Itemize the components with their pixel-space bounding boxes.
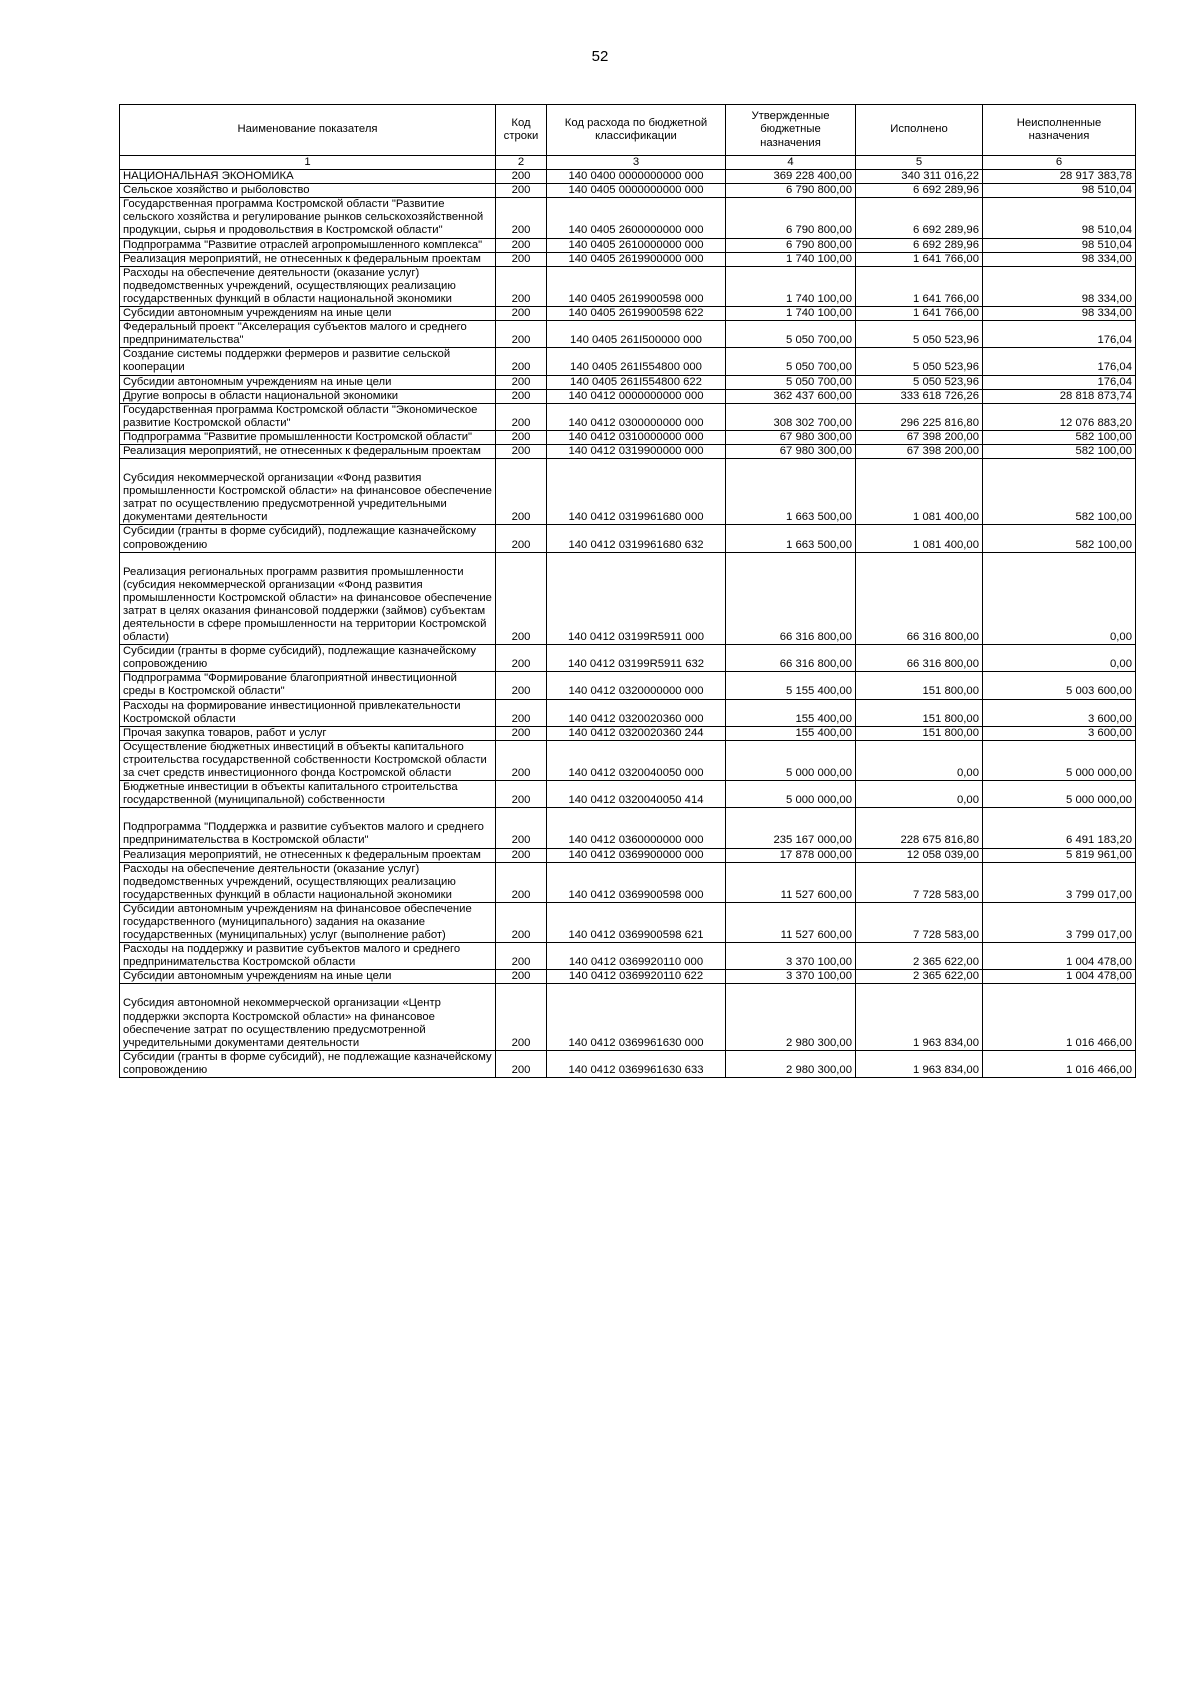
row-unexecuted: 3 799 017,00 <box>983 902 1136 942</box>
column-header-name: Наименование показателя <box>120 105 496 156</box>
row-name: НАЦИОНАЛЬНАЯ ЭКОНОМИКА <box>120 170 496 184</box>
row-executed: 7 728 583,00 <box>856 862 983 902</box>
table-row <box>120 781 1136 808</box>
table-row <box>120 740 1136 780</box>
row-budget-code: 140 0405 2619900598 000 <box>547 266 726 306</box>
row-executed: 1 963 834,00 <box>856 984 983 1050</box>
row-line-code: 200 <box>496 170 547 184</box>
table-row <box>120 170 1136 184</box>
row-approved: 369 228 400,00 <box>726 170 856 184</box>
table-row <box>120 552 1136 645</box>
column-header-line-code: Код строки <box>496 105 547 156</box>
table-row <box>120 862 1136 902</box>
row-budget-code: 140 0412 0369961630 000 <box>547 984 726 1050</box>
row-name: Субсидии автономным учреждениям на иные цели <box>120 375 496 389</box>
row-budget-code: 140 0405 261I500000 000 <box>547 321 726 348</box>
row-name: Субсидии автономным учреждениям на иные цели <box>120 307 496 321</box>
row-line-code: 200 <box>496 321 547 348</box>
table-row <box>120 348 1136 375</box>
row-name: Реализация мероприятий, не отнесенных к федеральным проектам <box>120 444 496 458</box>
row-name: Субсидии (гранты в форме субсидий), подлежащие казначейскому сопровождению <box>120 525 496 552</box>
row-approved: 2 980 300,00 <box>726 1050 856 1077</box>
row-unexecuted: 1 004 478,00 <box>983 943 1136 970</box>
column-index: 6 <box>983 156 1136 170</box>
row-budget-code: 140 0412 0369961630 633 <box>547 1050 726 1077</box>
row-unexecuted: 5 000 000,00 <box>983 781 1136 808</box>
table-row <box>120 672 1136 699</box>
row-name: Реализация региональных программ развития промышленности (субсидия некоммерческой организации «Фонд развития промышленности Костромской области» на финансовое обеспечение затрат в целях оказания финансовой поддержки (займов) субъектам деятельности в сфере промышленности на территории Костромской области) <box>120 552 496 645</box>
row-line-code: 200 <box>496 672 547 699</box>
row-unexecuted: 3 600,00 <box>983 699 1136 726</box>
row-name: Подпрограмма "Поддержка и развитие субъектов малого и среднего предпринимательства в Костромской области" <box>120 808 496 848</box>
row-approved: 362 437 600,00 <box>726 389 856 403</box>
row-budget-code: 140 0412 0319961680 000 <box>547 459 726 525</box>
row-executed: 1 081 400,00 <box>856 459 983 525</box>
table-row <box>120 266 1136 306</box>
row-budget-code: 140 0412 0320040050 414 <box>547 781 726 808</box>
row-line-code: 200 <box>496 459 547 525</box>
row-budget-code: 140 0412 0369900000 000 <box>547 848 726 862</box>
row-name: Реализация мероприятий, не отнесенных к федеральным проектам <box>120 252 496 266</box>
row-line-code: 200 <box>496 699 547 726</box>
row-budget-code: 140 0412 0360000000 000 <box>547 808 726 848</box>
row-budget-code: 140 0405 2610000000 000 <box>547 238 726 252</box>
column-index: 4 <box>726 156 856 170</box>
row-budget-code: 140 0412 0319900000 000 <box>547 444 726 458</box>
row-executed: 1 963 834,00 <box>856 1050 983 1077</box>
row-budget-code: 140 0400 0000000000 000 <box>547 170 726 184</box>
row-approved: 5 000 000,00 <box>726 740 856 780</box>
column-header-executed: Исполнено <box>856 105 983 156</box>
row-approved: 1 740 100,00 <box>726 307 856 321</box>
row-budget-code: 140 0412 0310000000 000 <box>547 430 726 444</box>
row-approved: 11 527 600,00 <box>726 862 856 902</box>
row-approved: 155 400,00 <box>726 699 856 726</box>
row-approved: 17 878 000,00 <box>726 848 856 862</box>
table-row <box>120 848 1136 862</box>
row-approved: 3 370 100,00 <box>726 970 856 984</box>
row-approved: 1 663 500,00 <box>726 525 856 552</box>
row-executed: 0,00 <box>856 740 983 780</box>
row-name: Субсидия некоммерческой организации «Фонд развития промышленности Костромской области» на финансовое обеспечение затрат по осуществлению предусмотренной учредительными документами деятельности <box>120 459 496 525</box>
row-executed: 1 641 766,00 <box>856 266 983 306</box>
row-budget-code: 140 0405 261I554800 622 <box>547 375 726 389</box>
column-index: 5 <box>856 156 983 170</box>
budget-execution-table <box>119 104 1136 1078</box>
row-budget-code: 140 0412 0000000000 000 <box>547 389 726 403</box>
row-executed: 0,00 <box>856 781 983 808</box>
row-budget-code: 140 0405 0000000000 000 <box>547 184 726 198</box>
row-executed: 67 398 200,00 <box>856 444 983 458</box>
row-executed: 151 800,00 <box>856 672 983 699</box>
row-line-code: 200 <box>496 348 547 375</box>
row-budget-code: 140 0412 03199R5911 632 <box>547 645 726 672</box>
row-unexecuted: 1 016 466,00 <box>983 984 1136 1050</box>
row-name: Реализация мероприятий, не отнесенных к федеральным проектам <box>120 848 496 862</box>
row-budget-code: 140 0405 2619900598 622 <box>547 307 726 321</box>
row-unexecuted: 98 334,00 <box>983 252 1136 266</box>
column-header-unexecuted: Неисполненные назначения <box>983 105 1136 156</box>
table-row <box>120 198 1136 238</box>
row-unexecuted: 5 000 000,00 <box>983 740 1136 780</box>
row-executed: 296 225 816,80 <box>856 403 983 430</box>
row-name: Прочая закупка товаров, работ и услуг <box>120 726 496 740</box>
row-name: Субсидии (гранты в форме субсидий), не подлежащие казначейскому сопровождению <box>120 1050 496 1077</box>
table-row <box>120 444 1136 458</box>
row-executed: 1 641 766,00 <box>856 307 983 321</box>
row-unexecuted: 0,00 <box>983 552 1136 645</box>
row-name: Бюджетные инвестиции в объекты капитального строительства государственной (муниципальной) собственности <box>120 781 496 808</box>
row-executed: 6 692 289,96 <box>856 238 983 252</box>
row-line-code: 200 <box>496 552 547 645</box>
column-index-row <box>120 156 1136 170</box>
table-row <box>120 321 1136 348</box>
row-executed: 333 618 726,26 <box>856 389 983 403</box>
row-line-code: 200 <box>496 726 547 740</box>
table-row <box>120 459 1136 525</box>
row-approved: 2 980 300,00 <box>726 984 856 1050</box>
row-executed: 5 050 523,96 <box>856 375 983 389</box>
row-line-code: 200 <box>496 198 547 238</box>
row-unexecuted: 582 100,00 <box>983 525 1136 552</box>
row-unexecuted: 582 100,00 <box>983 444 1136 458</box>
table-row <box>120 902 1136 942</box>
row-executed: 7 728 583,00 <box>856 902 983 942</box>
row-executed: 151 800,00 <box>856 699 983 726</box>
row-name: Другие вопросы в области национальной экономики <box>120 389 496 403</box>
row-approved: 235 167 000,00 <box>726 808 856 848</box>
row-unexecuted: 1 004 478,00 <box>983 970 1136 984</box>
row-approved: 5 000 000,00 <box>726 781 856 808</box>
row-executed: 12 058 039,00 <box>856 848 983 862</box>
row-executed: 2 365 622,00 <box>856 943 983 970</box>
row-approved: 1 663 500,00 <box>726 459 856 525</box>
row-executed: 2 365 622,00 <box>856 970 983 984</box>
row-budget-code: 140 0412 0320020360 244 <box>547 726 726 740</box>
row-approved: 66 316 800,00 <box>726 552 856 645</box>
column-header-budget-code: Код расхода по бюджетной классификации <box>547 105 726 156</box>
row-unexecuted: 582 100,00 <box>983 430 1136 444</box>
row-line-code: 200 <box>496 808 547 848</box>
row-unexecuted: 176,04 <box>983 348 1136 375</box>
row-line-code: 200 <box>496 307 547 321</box>
row-approved: 5 155 400,00 <box>726 672 856 699</box>
row-approved: 6 790 800,00 <box>726 184 856 198</box>
row-approved: 67 980 300,00 <box>726 430 856 444</box>
row-line-code: 200 <box>496 902 547 942</box>
row-name: Расходы на формирование инвестиционной привлекательности Костромской области <box>120 699 496 726</box>
row-budget-code: 140 0412 0369900598 621 <box>547 902 726 942</box>
row-unexecuted: 28 818 873,74 <box>983 389 1136 403</box>
row-unexecuted: 6 491 183,20 <box>983 808 1136 848</box>
row-approved: 11 527 600,00 <box>726 902 856 942</box>
row-name: Подпрограмма "Развитие промышленности Костромской области" <box>120 430 496 444</box>
page-number: 52 <box>591 48 609 65</box>
table-row <box>120 726 1136 740</box>
header-row <box>120 105 1136 156</box>
table-row <box>120 699 1136 726</box>
row-line-code: 200 <box>496 252 547 266</box>
table-row <box>120 184 1136 198</box>
row-unexecuted: 98 510,04 <box>983 184 1136 198</box>
table-row <box>120 525 1136 552</box>
row-line-code: 200 <box>496 781 547 808</box>
table-row <box>120 307 1136 321</box>
table-row <box>120 403 1136 430</box>
table-row <box>120 252 1136 266</box>
row-budget-code: 140 0412 0369920110 000 <box>547 943 726 970</box>
row-approved: 67 980 300,00 <box>726 444 856 458</box>
row-unexecuted: 5 819 961,00 <box>983 848 1136 862</box>
table-row <box>120 970 1136 984</box>
row-approved: 1 740 100,00 <box>726 252 856 266</box>
row-name: Сельское хозяйство и рыболовство <box>120 184 496 198</box>
table-row <box>120 389 1136 403</box>
row-line-code: 200 <box>496 645 547 672</box>
row-budget-code: 140 0412 0369900598 000 <box>547 862 726 902</box>
table-row <box>120 645 1136 672</box>
row-unexecuted: 1 016 466,00 <box>983 1050 1136 1077</box>
row-approved: 3 370 100,00 <box>726 943 856 970</box>
row-unexecuted: 5 003 600,00 <box>983 672 1136 699</box>
row-approved: 5 050 700,00 <box>726 348 856 375</box>
row-name: Создание системы поддержки фермеров и развитие сельской кооперации <box>120 348 496 375</box>
row-name: Расходы на обеспечение деятельности (оказание услуг) подведомственных учреждений, осуществляющих реализацию государственных функций в области национальной экономики <box>120 266 496 306</box>
row-budget-code: 140 0412 0320040050 000 <box>547 740 726 780</box>
row-line-code: 200 <box>496 943 547 970</box>
row-unexecuted: 12 076 883,20 <box>983 403 1136 430</box>
row-executed: 1 641 766,00 <box>856 252 983 266</box>
row-executed: 151 800,00 <box>856 726 983 740</box>
row-executed: 228 675 816,80 <box>856 808 983 848</box>
row-approved: 1 740 100,00 <box>726 266 856 306</box>
row-approved: 308 302 700,00 <box>726 403 856 430</box>
row-line-code: 200 <box>496 862 547 902</box>
table-row <box>120 375 1136 389</box>
row-approved: 6 790 800,00 <box>726 238 856 252</box>
row-executed: 1 081 400,00 <box>856 525 983 552</box>
row-budget-code: 140 0412 0320000000 000 <box>547 672 726 699</box>
row-approved: 5 050 700,00 <box>726 375 856 389</box>
row-name: Государственная программа Костромской области "Развитие сельского хозяйства и регулирование рынков сельскохозяйственной продукции, сырья и продовольствия в Костромской области" <box>120 198 496 238</box>
column-index: 3 <box>547 156 726 170</box>
row-budget-code: 140 0412 0300000000 000 <box>547 403 726 430</box>
row-line-code: 200 <box>496 1050 547 1077</box>
row-line-code: 200 <box>496 525 547 552</box>
row-name: Расходы на обеспечение деятельности (оказание услуг) подведомственных учреждений, осуществляющих реализацию государственных функций в области национальной экономики <box>120 862 496 902</box>
row-line-code: 200 <box>496 266 547 306</box>
table-row <box>120 808 1136 848</box>
row-budget-code: 140 0405 261I554800 000 <box>547 348 726 375</box>
table-body <box>120 170 1136 1078</box>
row-line-code: 200 <box>496 740 547 780</box>
row-approved: 5 050 700,00 <box>726 321 856 348</box>
row-name: Субсидии автономным учреждениям на иные цели <box>120 970 496 984</box>
row-name: Субсидия автономной некоммерческой организации «Центр поддержки экспорта Костромской области» на финансовое обеспечение затрат по осуществлению предусмотренной учредительными документами деятельности <box>120 984 496 1050</box>
row-executed: 5 050 523,96 <box>856 348 983 375</box>
row-unexecuted: 176,04 <box>983 375 1136 389</box>
row-approved: 66 316 800,00 <box>726 645 856 672</box>
row-unexecuted: 3 799 017,00 <box>983 862 1136 902</box>
row-name: Государственная программа Костромской области "Экономическое развитие Костромской области" <box>120 403 496 430</box>
row-budget-code: 140 0412 0319961680 632 <box>547 525 726 552</box>
row-executed: 6 692 289,96 <box>856 184 983 198</box>
row-budget-code: 140 0405 2619900000 000 <box>547 252 726 266</box>
row-line-code: 200 <box>496 848 547 862</box>
row-budget-code: 140 0412 0320020360 000 <box>547 699 726 726</box>
row-executed: 66 316 800,00 <box>856 645 983 672</box>
table-row <box>120 430 1136 444</box>
row-line-code: 200 <box>496 375 547 389</box>
row-name: Подпрограмма "Развитие отраслей агропромышленного комплекса" <box>120 238 496 252</box>
row-line-code: 200 <box>496 403 547 430</box>
row-unexecuted: 98 334,00 <box>983 266 1136 306</box>
row-unexecuted: 3 600,00 <box>983 726 1136 740</box>
row-name: Субсидии автономным учреждениям на финансовое обеспечение государственного (муниципального) задания на оказание государственных (муниципальных) услуг (выполнение работ) <box>120 902 496 942</box>
row-approved: 155 400,00 <box>726 726 856 740</box>
row-budget-code: 140 0412 03199R5911 000 <box>547 552 726 645</box>
row-name: Федеральный проект "Акселерация субъектов малого и среднего предпринимательства" <box>120 321 496 348</box>
row-executed: 340 311 016,22 <box>856 170 983 184</box>
row-line-code: 200 <box>496 444 547 458</box>
row-line-code: 200 <box>496 984 547 1050</box>
table-row <box>120 984 1136 1050</box>
row-unexecuted: 28 917 383,78 <box>983 170 1136 184</box>
row-executed: 67 398 200,00 <box>856 430 983 444</box>
row-line-code: 200 <box>496 430 547 444</box>
column-index: 2 <box>496 156 547 170</box>
row-name: Осуществление бюджетных инвестиций в объекты капитального строительства государственной собственности Костромской области за счет средств инвестиционного фонда Костромской области <box>120 740 496 780</box>
column-index: 1 <box>120 156 496 170</box>
row-budget-code: 140 0412 0369920110 622 <box>547 970 726 984</box>
row-budget-code: 140 0405 2600000000 000 <box>547 198 726 238</box>
row-unexecuted: 98 510,04 <box>983 238 1136 252</box>
table-row <box>120 1050 1136 1077</box>
row-name: Подпрограмма "Формирование благоприятной инвестиционной среды в Костромской области" <box>120 672 496 699</box>
row-name: Субсидии (гранты в форме субсидий), подлежащие казначейскому сопровождению <box>120 645 496 672</box>
row-line-code: 200 <box>496 389 547 403</box>
row-unexecuted: 176,04 <box>983 321 1136 348</box>
row-unexecuted: 98 334,00 <box>983 307 1136 321</box>
row-name: Расходы на поддержку и развитие субъектов малого и среднего предпринимательства Костромской области <box>120 943 496 970</box>
row-executed: 5 050 523,96 <box>856 321 983 348</box>
table-row <box>120 943 1136 970</box>
row-approved: 6 790 800,00 <box>726 198 856 238</box>
row-line-code: 200 <box>496 970 547 984</box>
table-row <box>120 238 1136 252</box>
column-header-approved: Утвержденные бюджетные назначения <box>726 105 856 156</box>
row-line-code: 200 <box>496 238 547 252</box>
row-unexecuted: 0,00 <box>983 645 1136 672</box>
row-executed: 6 692 289,96 <box>856 198 983 238</box>
row-line-code: 200 <box>496 184 547 198</box>
row-unexecuted: 98 510,04 <box>983 198 1136 238</box>
row-unexecuted: 582 100,00 <box>983 459 1136 525</box>
row-executed: 66 316 800,00 <box>856 552 983 645</box>
